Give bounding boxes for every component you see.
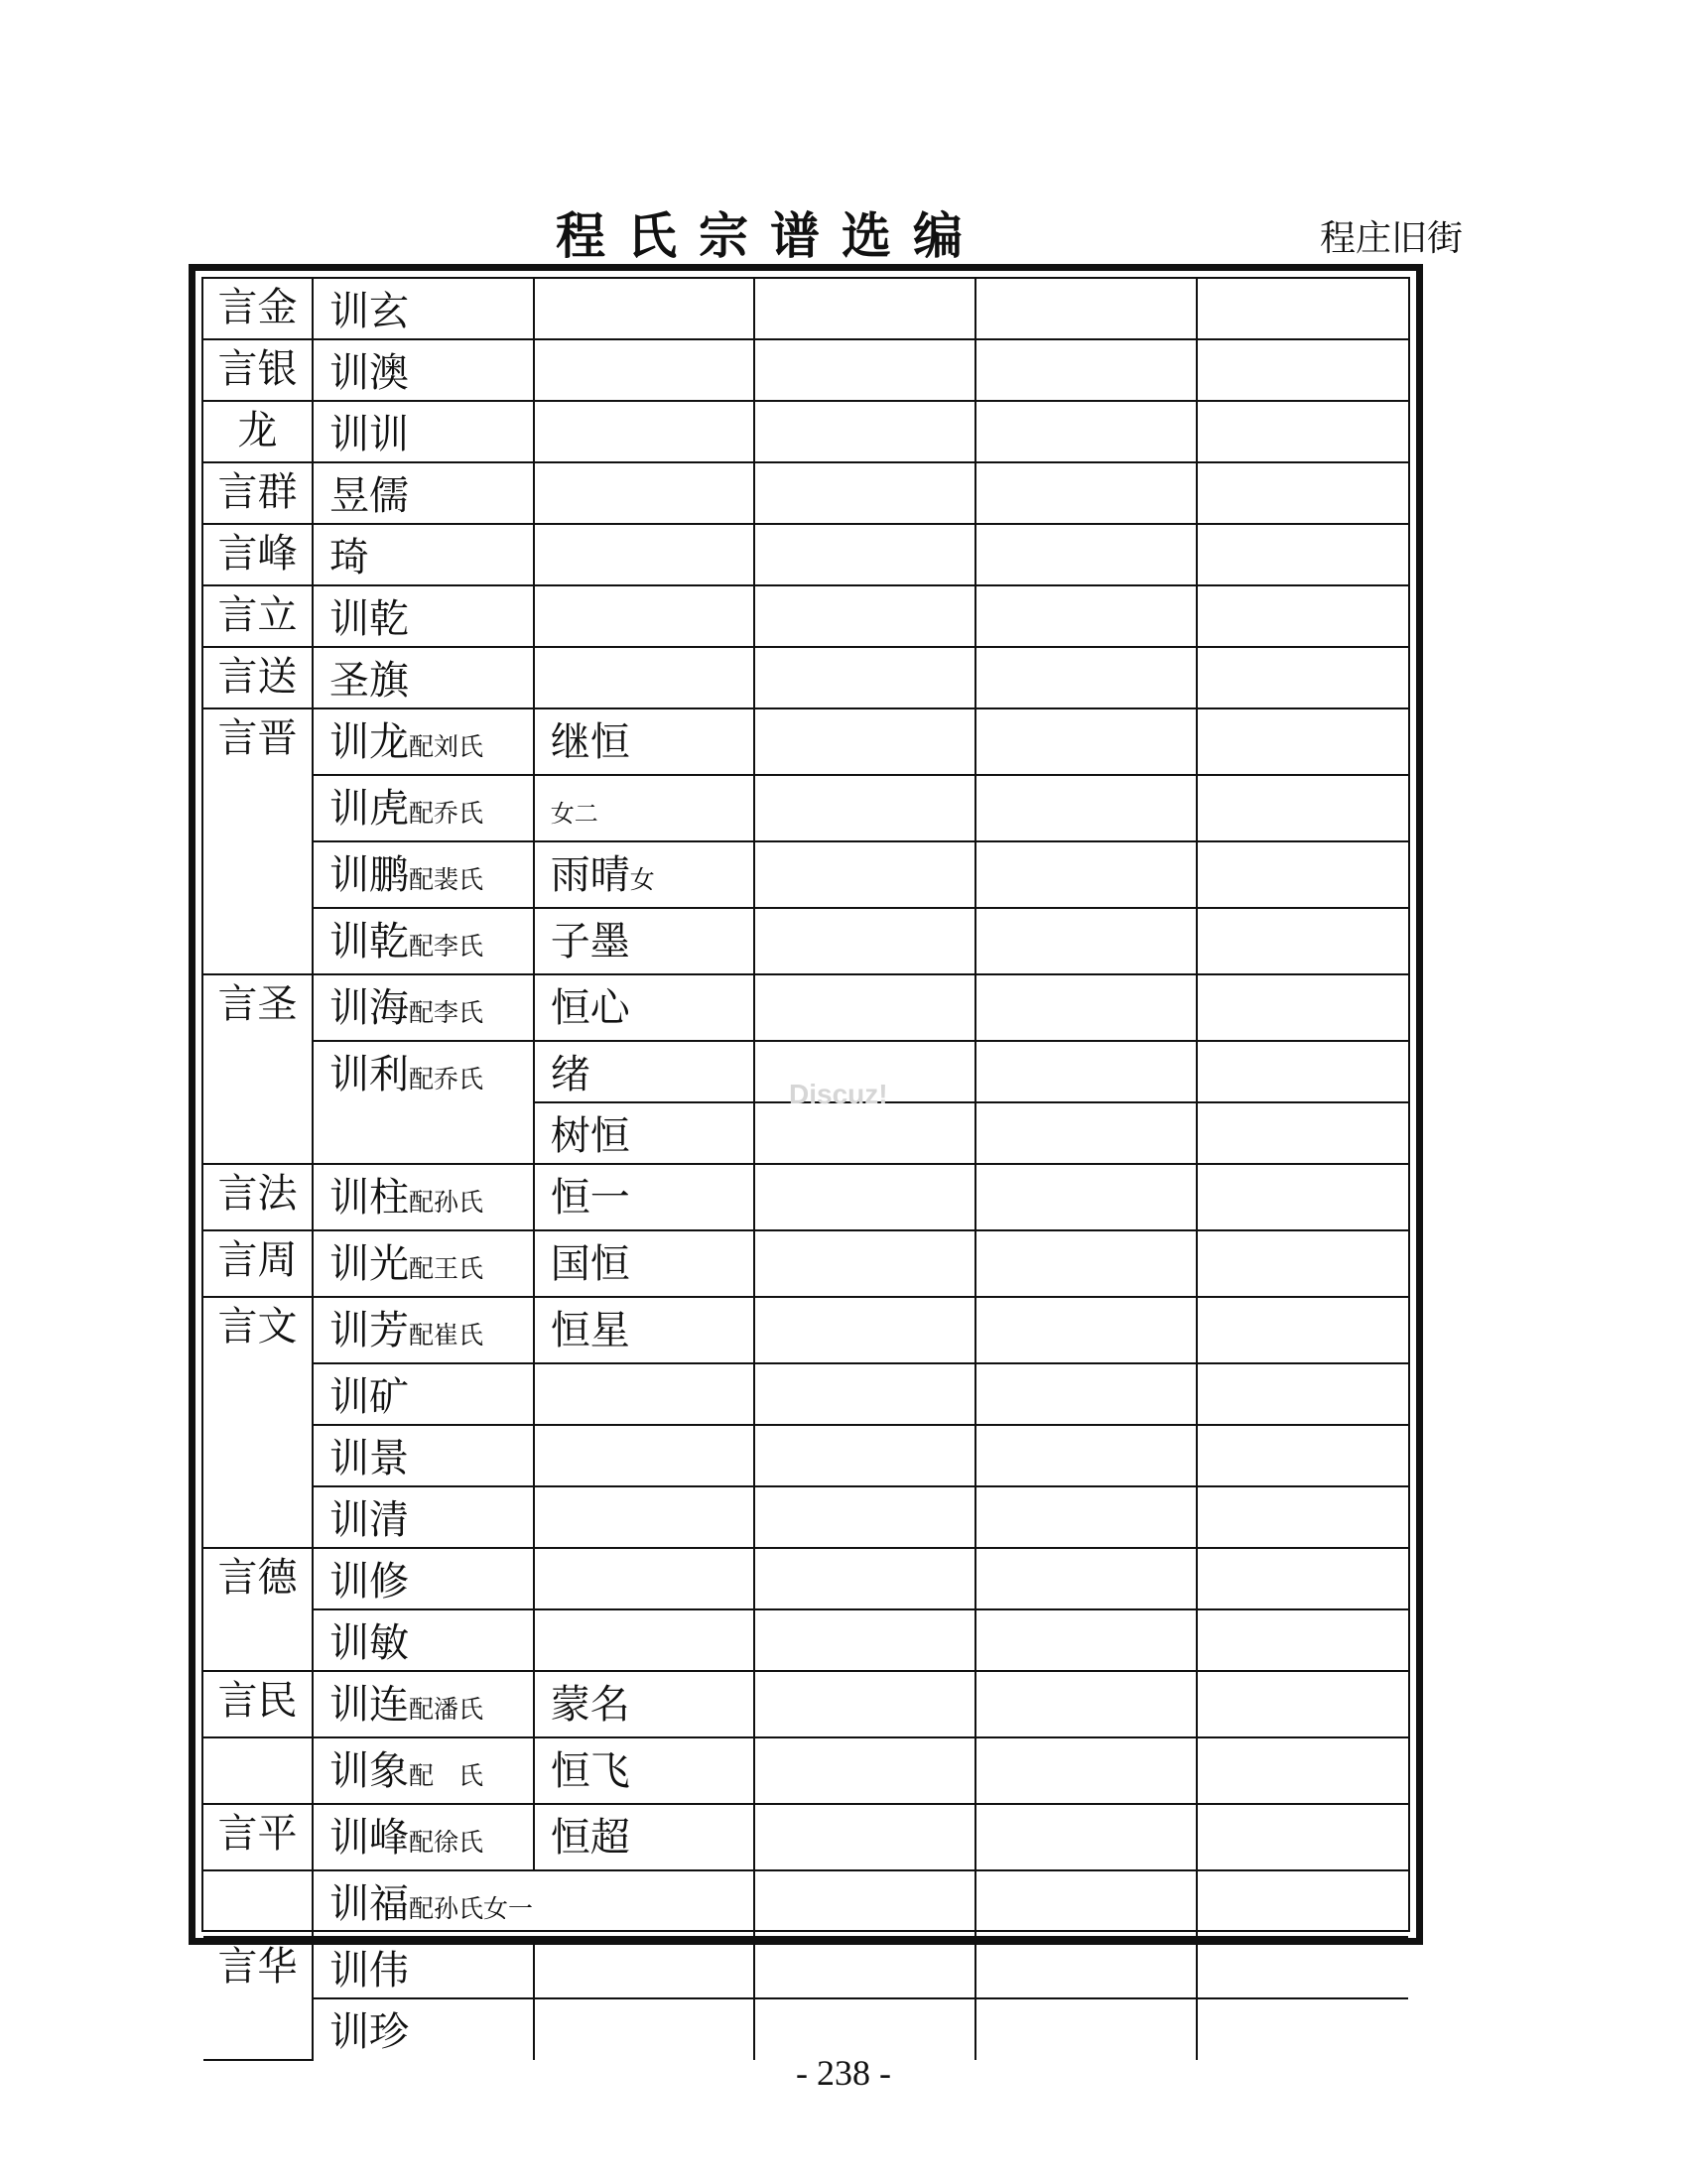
son-name: 训珍 <box>328 2009 409 2055</box>
empty-cell <box>1197 1937 1408 1998</box>
empty-cell <box>1197 401 1408 462</box>
empty-cell <box>754 524 975 585</box>
son-name: 训训 <box>328 412 409 457</box>
empty-cell <box>975 401 1197 462</box>
empty-cell <box>975 1425 1197 1486</box>
father-cell: 言民 <box>203 1671 313 1737</box>
son-name: 训鹏 <box>328 852 409 898</box>
empty-cell <box>1197 1548 1408 1609</box>
table-row <box>203 775 1408 841</box>
empty-cell <box>975 1937 1197 1998</box>
empty-cell <box>534 585 755 647</box>
empty-cell <box>975 339 1197 401</box>
empty-cell <box>975 1041 1197 1102</box>
grandson-name: 恒一 <box>550 1175 630 1220</box>
empty-cell <box>975 708 1197 775</box>
son-name: 训矿 <box>328 1374 409 1420</box>
empty-cell <box>534 647 755 708</box>
son-cell <box>313 279 534 339</box>
son-name: 训象 <box>328 1748 409 1794</box>
empty-cell <box>1197 339 1408 401</box>
empty-cell <box>754 708 975 775</box>
daughter-note: 女 <box>629 865 655 894</box>
empty-cell <box>1197 647 1408 708</box>
empty-cell <box>534 1937 755 1998</box>
grandson-cell <box>534 1297 755 1363</box>
location-label: 程庄旧街 <box>1320 218 1464 259</box>
empty-cell <box>534 1486 755 1548</box>
grandson-cell <box>534 775 755 841</box>
empty-cell <box>975 1609 1197 1671</box>
watermark: Discuz! <box>789 1079 888 1109</box>
grandson-name: 继恒 <box>550 719 630 765</box>
son-cell <box>313 1671 534 1737</box>
son-cell <box>313 1297 534 1363</box>
empty-cell <box>754 1804 975 1870</box>
son-name: 训修 <box>328 1559 409 1605</box>
grandson-cell <box>534 908 755 974</box>
son-cell <box>313 1363 534 1425</box>
empty-cell <box>975 908 1197 974</box>
son-name: 训芳 <box>328 1308 409 1353</box>
empty-cell <box>1197 1102 1408 1164</box>
empty-cell <box>754 908 975 974</box>
son-cell <box>313 1937 534 1998</box>
spouse-note: 配潘氏 <box>408 1695 483 1724</box>
empty-cell <box>534 1609 755 1671</box>
son-cell <box>313 841 534 908</box>
son-name: 昱儒 <box>328 473 409 519</box>
empty-cell <box>975 1804 1197 1870</box>
spouse-note: 配徐氏 <box>408 1828 483 1857</box>
father-cell <box>203 1870 313 1937</box>
empty-cell <box>1197 1164 1408 1230</box>
table-row <box>203 647 1408 708</box>
empty-cell <box>1197 1870 1408 1937</box>
son-cell <box>313 708 534 775</box>
son-name: 训伟 <box>328 1948 409 1993</box>
empty-cell <box>754 1486 975 1548</box>
empty-cell <box>975 462 1197 524</box>
empty-cell <box>975 1737 1197 1804</box>
empty-cell <box>1197 1998 1408 2060</box>
father-cell: 言华 <box>203 1937 313 2060</box>
empty-cell <box>975 775 1197 841</box>
father-cell: 言晋 <box>203 708 313 974</box>
son-name: 训澳 <box>328 350 409 396</box>
table-row <box>203 1937 1408 1998</box>
grandson-name: 蒙名 <box>550 1682 630 1728</box>
empty-cell <box>754 401 975 462</box>
empty-cell <box>1197 279 1408 339</box>
empty-cell <box>975 1363 1197 1425</box>
empty-cell <box>1197 1230 1408 1297</box>
son-name: 训连 <box>328 1682 409 1728</box>
spouse-note: 配裴氏 <box>408 865 483 894</box>
empty-cell <box>754 279 975 339</box>
son-name: 训景 <box>328 1436 409 1481</box>
grandson-name: 国恒 <box>550 1241 630 1287</box>
empty-cell <box>1197 1041 1408 1102</box>
son-cell <box>313 339 534 401</box>
father-cell: 言群 <box>203 462 313 524</box>
son-cell <box>313 401 534 462</box>
table-row <box>203 1737 1408 1804</box>
father-cell: 言银 <box>203 339 313 401</box>
father-cell: 言周 <box>203 1230 313 1297</box>
father-cell: 言德 <box>203 1548 313 1671</box>
table-row <box>203 1164 1408 1230</box>
father-cell: 言法 <box>203 1164 313 1230</box>
grandson-cell <box>534 1102 755 1164</box>
empty-cell <box>754 585 975 647</box>
empty-cell <box>1197 775 1408 841</box>
empty-cell <box>975 1297 1197 1363</box>
father-cell: 言送 <box>203 647 313 708</box>
empty-cell <box>1197 585 1408 647</box>
spouse-note: 配孙氏女一 <box>408 1894 533 1923</box>
empty-cell <box>1197 908 1408 974</box>
son-name: 训清 <box>328 1497 409 1543</box>
son-name: 训峰 <box>328 1815 409 1861</box>
father-cell: 言文 <box>203 1297 313 1548</box>
empty-cell <box>975 647 1197 708</box>
grandson-name: 绪 <box>550 1052 590 1097</box>
empty-cell <box>1197 1486 1408 1548</box>
table-row <box>203 1297 1408 1363</box>
empty-cell <box>975 279 1197 339</box>
grandson-name: 雨晴 <box>550 852 630 898</box>
empty-cell <box>1197 1671 1408 1737</box>
father-cell: 言金 <box>203 279 313 339</box>
empty-cell <box>1197 1804 1408 1870</box>
grandson-cell <box>534 1737 755 1804</box>
son-name: 琦 <box>328 535 369 580</box>
empty-cell <box>754 1297 975 1363</box>
empty-cell <box>754 339 975 401</box>
empty-cell <box>534 1363 755 1425</box>
son-cell <box>313 908 534 974</box>
page-number: - 238 - <box>796 2053 891 2093</box>
empty-cell <box>754 1102 975 1164</box>
empty-cell <box>1197 708 1408 775</box>
empty-cell <box>975 1230 1197 1297</box>
grandson-cell <box>534 841 755 908</box>
empty-cell <box>754 647 975 708</box>
grandson-name: 子墨 <box>550 919 630 964</box>
son-name: 训福 <box>328 1881 409 1927</box>
empty-cell <box>975 974 1197 1041</box>
table-row <box>203 1230 1408 1297</box>
empty-cell <box>1197 841 1408 908</box>
empty-cell <box>1197 1425 1408 1486</box>
empty-cell <box>1197 1737 1408 1804</box>
father-cell: 言峰 <box>203 524 313 585</box>
son-name: 训海 <box>328 985 409 1031</box>
empty-cell <box>534 462 755 524</box>
spouse-note: 配孙氏 <box>408 1188 483 1217</box>
empty-cell <box>754 1363 975 1425</box>
son-name: 训光 <box>328 1241 409 1287</box>
daughters-note: 女二 <box>550 800 598 828</box>
son-name: 训乾 <box>328 919 409 964</box>
table-row <box>203 1804 1408 1870</box>
empty-cell <box>975 1102 1197 1164</box>
empty-cell <box>534 401 755 462</box>
son-cell <box>313 462 534 524</box>
empty-cell <box>975 585 1197 647</box>
empty-cell <box>975 1671 1197 1737</box>
table-row <box>203 339 1408 401</box>
empty-cell <box>1197 974 1408 1041</box>
empty-cell <box>754 974 975 1041</box>
table-row <box>203 1486 1408 1548</box>
table-row <box>203 1363 1408 1425</box>
empty-cell <box>975 841 1197 908</box>
son-name: 训敏 <box>328 1620 409 1666</box>
empty-cell <box>534 1548 755 1609</box>
spouse-note: 配 氏 <box>408 1761 483 1790</box>
empty-cell <box>534 279 755 339</box>
genealogy-table <box>203 279 1408 2061</box>
empty-cell <box>975 1870 1197 1937</box>
empty-cell <box>754 1230 975 1297</box>
table-row <box>203 1548 1408 1609</box>
table-row <box>203 974 1408 1041</box>
empty-cell <box>1197 1609 1408 1671</box>
empty-cell <box>1197 462 1408 524</box>
empty-cell <box>534 1998 755 2060</box>
grandson-cell <box>534 1804 755 1870</box>
son-cell <box>313 585 534 647</box>
spouse-note: 配乔氏 <box>408 1065 483 1093</box>
table-row <box>203 524 1408 585</box>
son-name: 训虎 <box>328 786 409 832</box>
table-row <box>203 1671 1408 1737</box>
empty-cell <box>1197 1297 1408 1363</box>
empty-cell <box>754 1548 975 1609</box>
son-name: 训龙 <box>328 719 409 765</box>
son-name: 训柱 <box>328 1175 409 1220</box>
son-name: 训利 <box>328 1052 409 1097</box>
empty-cell <box>754 1998 975 2060</box>
grandson-name: 恒星 <box>550 1308 630 1353</box>
grandson-cell <box>534 1041 755 1102</box>
son-cell <box>313 1609 534 1671</box>
empty-cell <box>975 524 1197 585</box>
table-row <box>203 841 1408 908</box>
son-cell <box>313 1998 534 2060</box>
empty-cell <box>975 1548 1197 1609</box>
grandson-cell <box>534 1230 755 1297</box>
son-name: 圣旗 <box>328 658 409 704</box>
son-name: 训玄 <box>328 289 409 334</box>
empty-cell <box>754 1671 975 1737</box>
grandson-cell <box>534 974 755 1041</box>
son-cell <box>313 647 534 708</box>
empty-cell <box>975 1486 1197 1548</box>
father-cell: 言平 <box>203 1804 313 1870</box>
son-cell <box>313 1041 534 1164</box>
table-row <box>203 1870 1408 1937</box>
empty-cell <box>534 524 755 585</box>
empty-cell <box>1197 1363 1408 1425</box>
grandson-name: 树恒 <box>550 1113 630 1159</box>
son-cell <box>313 1486 534 1548</box>
empty-cell <box>754 1609 975 1671</box>
son-cell <box>313 775 534 841</box>
son-cell <box>313 1737 534 1804</box>
son-cell <box>313 1230 534 1297</box>
empty-cell <box>754 1737 975 1804</box>
grandson-name: 恒超 <box>550 1815 630 1861</box>
grandson-cell <box>534 708 755 775</box>
empty-cell <box>754 1164 975 1230</box>
spouse-note: 配李氏 <box>408 932 483 961</box>
grandson-name: 恒心 <box>550 985 630 1031</box>
father-cell <box>203 1737 313 1804</box>
empty-cell <box>754 462 975 524</box>
empty-cell <box>534 339 755 401</box>
son-cell <box>313 974 534 1041</box>
empty-cell <box>754 775 975 841</box>
spouse-note: 配乔氏 <box>408 799 483 828</box>
table-row <box>203 1609 1408 1671</box>
father-cell: 龙 <box>203 401 313 462</box>
father-cell: 言圣 <box>203 974 313 1164</box>
empty-cell <box>754 1870 975 1937</box>
son-name: 训乾 <box>328 596 409 642</box>
grandson-cell <box>534 1164 755 1230</box>
son-cell <box>313 1870 755 1937</box>
empty-cell <box>754 1937 975 1998</box>
table-row <box>203 1998 1408 2060</box>
son-cell <box>313 1425 534 1486</box>
spouse-note: 配刘氏 <box>408 732 483 761</box>
son-cell <box>313 1164 534 1230</box>
son-cell <box>313 524 534 585</box>
table-row <box>203 462 1408 524</box>
son-cell <box>313 1804 534 1870</box>
empty-cell <box>534 1425 755 1486</box>
table-row <box>203 401 1408 462</box>
empty-cell <box>754 841 975 908</box>
page-title: 程氏宗谱选编 <box>556 207 984 265</box>
son-cell <box>313 1548 534 1609</box>
grandson-cell <box>534 1671 755 1737</box>
father-cell: 言立 <box>203 585 313 647</box>
empty-cell <box>975 1164 1197 1230</box>
spouse-note: 配李氏 <box>408 998 483 1027</box>
table-row <box>203 908 1408 974</box>
grandson-name: 恒飞 <box>550 1748 630 1794</box>
empty-cell <box>975 1998 1197 2060</box>
empty-cell <box>754 1425 975 1486</box>
table-row <box>203 585 1408 647</box>
empty-cell <box>1197 524 1408 585</box>
table-row <box>203 708 1408 775</box>
table-row <box>203 279 1408 339</box>
spouse-note: 配崔氏 <box>408 1321 483 1349</box>
spouse-note: 配王氏 <box>408 1254 483 1283</box>
table-row <box>203 1425 1408 1486</box>
